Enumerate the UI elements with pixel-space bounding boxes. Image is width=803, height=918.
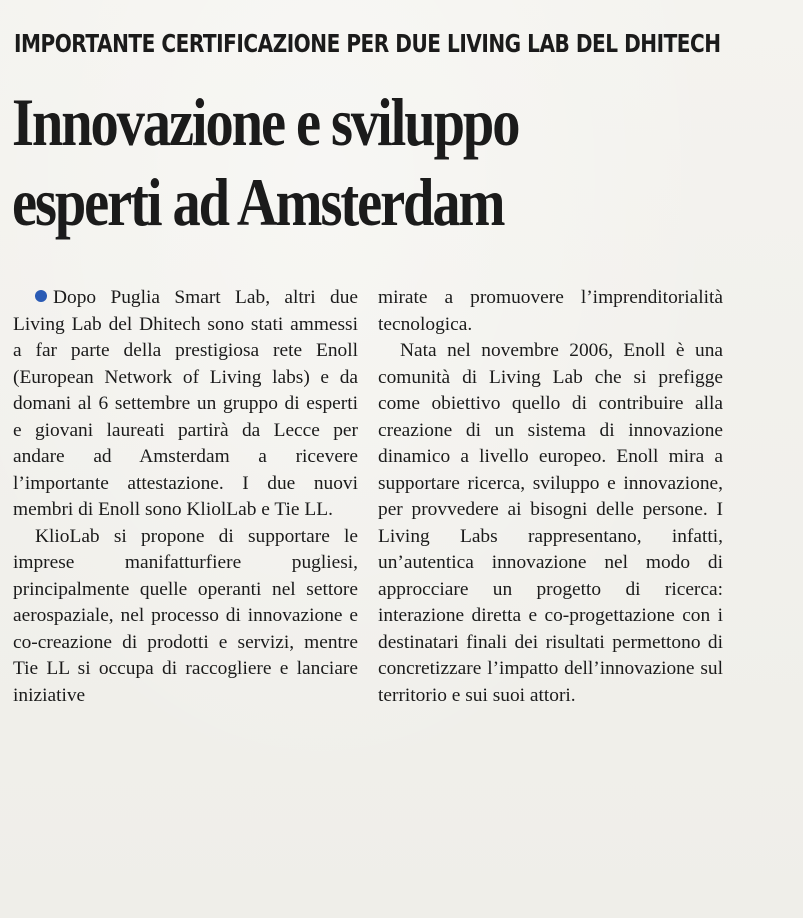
left-column (13, 285, 358, 709)
article-headline (12, 82, 518, 242)
left-paragraph-1 (13, 285, 358, 524)
left-paragraph-1-text: Dopo Puglia Smart Lab, altri due Living Lab del Dhitech sono stati ammessi a far parte della prestigiosa rete Enoll (European Network of Living labs) e da domani al 6 settembre un gruppo di esperti e giovani laureati partirà da Lecce per andare ad Amsterdam a ricevere l’importante attestazione. I due nuovi membri di Enoll sono KliolLab e Tie LL. (13, 287, 358, 520)
headline-line-2: esperti ad Amsterdam (12, 164, 504, 240)
blue-dot-icon (35, 290, 47, 302)
right-column (378, 285, 723, 709)
right-paragraph-2: Nata nel novembre 2006, Enoll è una comunità di Living Lab che si prefigge come obiettivo quello di contribuire alla creazione di un sistema di innovazione dinamico a livello europeo. Enoll mira a supportare ricerca, sviluppo e innovazione, per provvedere ai bisogni delle persone. I Living Labs rappresentano, infatti, un’autentica innovazione nel modo di approcciare un progetto di ricerca: interazione diretta e co-progettazione con i destinatari finali dei risultati permettono di concretizzare l’impatto dell’innovazione sul territorio e sui suoi attori. (378, 340, 723, 706)
right-paragraph-1: mirate a promuovere l’imprenditorialità tecnologica. (378, 287, 723, 335)
left-paragraph-2: KlioLab si propone di supportare le imprese manifatturfiere pugliesi, principalmente quelle operanti nel settore aerospaziale, nel processo di innovazione e co-creazione di prodotti e servizi, mentre Tie LL si occupa di raccogliere e lanciare iniziative (13, 525, 358, 706)
article-kicker: IMPORTANTE CERTIFICAZIONE PER DUE LIVING LAB DEL DHITECH (14, 29, 721, 58)
headline-line-1: Innovazione e sviluppo (12, 84, 519, 160)
